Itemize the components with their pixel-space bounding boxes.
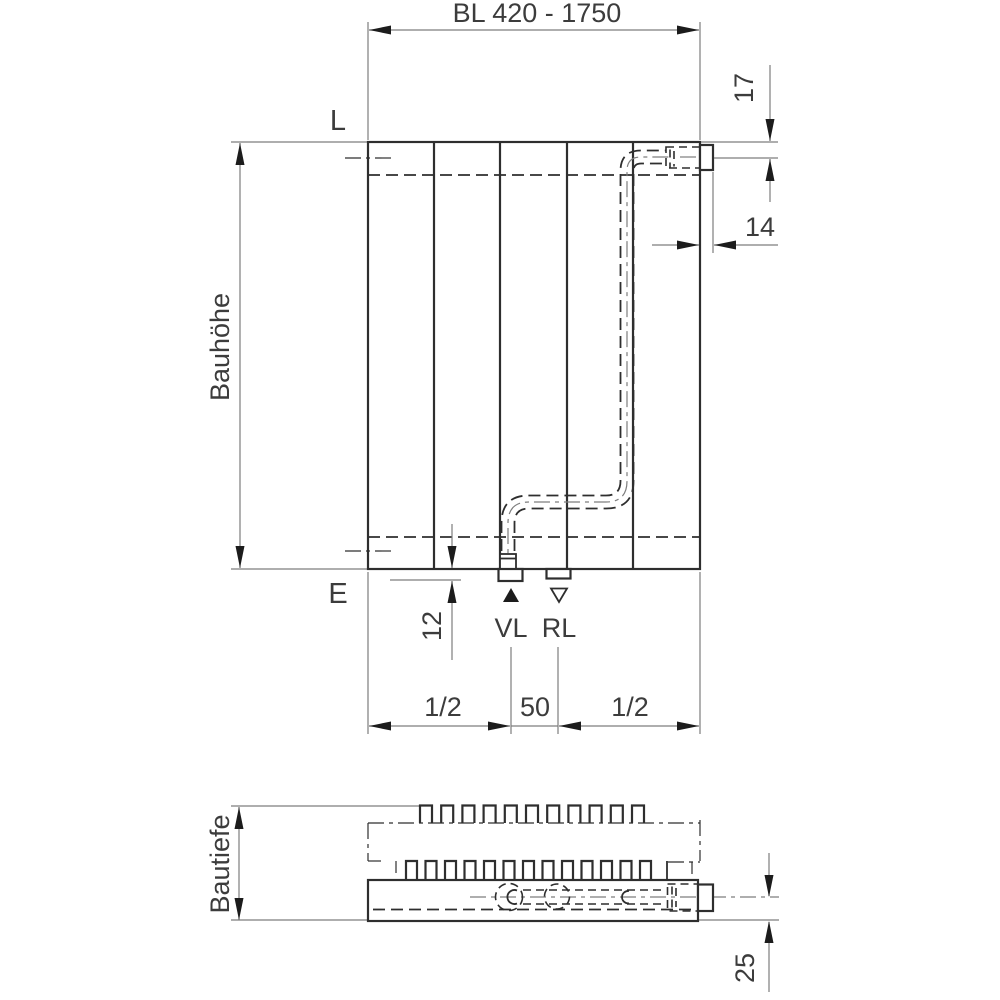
dim-bottom-spacing	[368, 572, 700, 734]
panel-body-section	[368, 880, 779, 921]
pipe-union	[500, 554, 516, 569]
arrowhead-right	[677, 26, 699, 35]
spacing-center-label: 50	[519, 692, 551, 722]
vl-label: VL	[494, 613, 528, 643]
radiator-front-body	[345, 142, 700, 569]
arrowhead-down	[235, 898, 244, 920]
arrowhead-left	[369, 26, 391, 35]
spacing-left-label: 1/2	[424, 692, 462, 722]
bottom-edge-level-label: E	[328, 578, 348, 610]
arrowhead-right	[677, 722, 699, 731]
vl-supply-marker	[494, 588, 527, 643]
arrowhead-left	[369, 722, 391, 731]
dim-25	[699, 853, 779, 992]
arrowhead-down	[765, 875, 774, 897]
arrowhead-left	[559, 722, 581, 731]
supply-flow-up-icon	[503, 588, 519, 602]
arrowhead-down	[236, 546, 245, 568]
dim-bauhoehe	[205, 142, 367, 569]
arrowhead-up	[235, 807, 244, 829]
top-edge-level-label: L	[329, 105, 347, 137]
arrowhead-up	[766, 159, 775, 181]
arrowhead-down	[766, 119, 775, 141]
arrowhead-up	[448, 581, 457, 603]
arrowhead-right	[488, 722, 510, 731]
arrowhead-up	[236, 143, 245, 165]
arrowhead-up	[765, 921, 774, 943]
convector-fins-front-row	[406, 861, 667, 880]
return-flow-down-icon	[551, 589, 567, 603]
dim-overall-width	[368, 0, 700, 140]
convector-fins-back-row	[420, 806, 644, 824]
bauhoehe-label: Bauhöhe	[205, 292, 235, 402]
dim-14-label: 14	[744, 212, 776, 242]
overall-width-dimension-label: BL 420 - 1750	[452, 0, 622, 28]
arrowhead-left	[714, 241, 736, 250]
rl-return-marker	[542, 589, 577, 644]
vl-connection-nipple	[499, 569, 523, 581]
rl-connection-nipple	[547, 569, 571, 579]
dim-17-label: 17	[729, 72, 759, 104]
bautiefe-label: Bautiefe	[205, 814, 235, 914]
fitting-protrusion	[698, 885, 713, 912]
rl-label: RL	[541, 613, 577, 643]
front-view	[205, 0, 778, 734]
top-view	[205, 806, 779, 993]
dim-25-label: 25	[730, 952, 760, 984]
dim-12-label: 12	[417, 610, 447, 642]
spacing-right-label: 1/2	[611, 692, 649, 722]
fitting-protrusion	[700, 145, 713, 170]
